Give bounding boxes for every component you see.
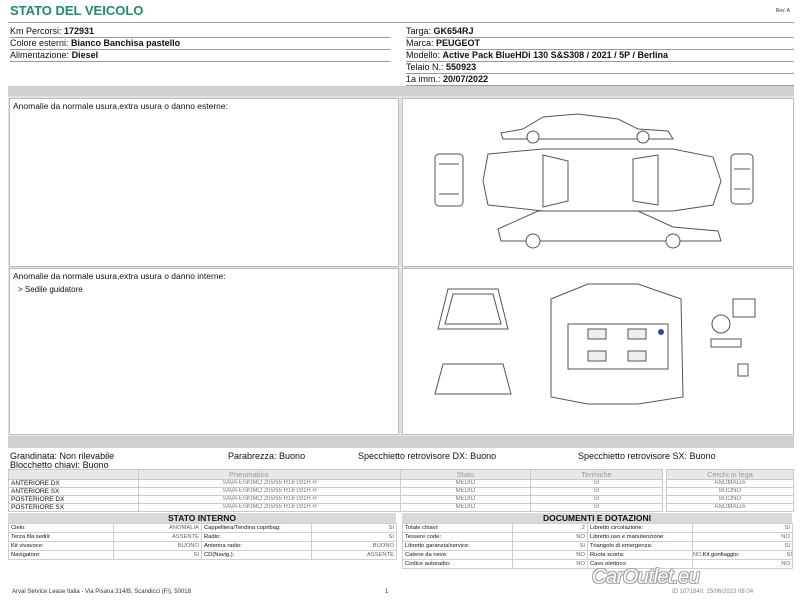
state-header: Stato xyxy=(401,470,531,480)
registration-row xyxy=(406,73,794,86)
exterior-diagram-panel xyxy=(402,98,794,267)
exterior-damage-title: Anomalie da normale usura,extra usura o danno esterne: xyxy=(13,101,228,111)
table-row: Libretto garanzia/service: SI Triangolo di emergenza: SI xyxy=(403,542,793,551)
table-row: Navigatore: SI CD(Navig.): ASSENTE xyxy=(9,551,397,560)
mirror-dx-row xyxy=(358,451,496,462)
rims-table xyxy=(666,469,794,512)
car-top-icon xyxy=(483,149,721,211)
rims-header: Cerchi in lega xyxy=(667,470,794,480)
table-row: Tessere code: NO Libretto uso e manutenzione: NO xyxy=(403,533,793,542)
cabin-floor-icon xyxy=(568,324,668,369)
plate-row xyxy=(406,26,794,37)
model-label: Modello: xyxy=(406,50,441,60)
seat-icon xyxy=(588,351,606,361)
tyres-header-row xyxy=(9,470,663,480)
rim-state: ANOMALIA xyxy=(667,504,794,512)
tyre-winter: SI xyxy=(531,480,663,488)
vehicle-info-right xyxy=(406,26,794,86)
tyre-state: MEDIO xyxy=(401,480,531,488)
car-rear-icon xyxy=(731,154,753,204)
mirror-dx-value: Buono xyxy=(470,451,497,461)
chassis-row xyxy=(406,61,794,73)
wheel-icon xyxy=(637,131,649,143)
footer-code: ID 1071840, 15/06/2023 08:04 xyxy=(672,589,754,595)
mirror-sx-label: Specchietto retrovisore SX: xyxy=(578,451,688,461)
model-row xyxy=(406,49,794,61)
interior-state-box xyxy=(8,513,396,560)
brand-row xyxy=(406,37,794,49)
tyre-model: SAVA ESKIMO 205/55 R16 091H H xyxy=(139,496,401,504)
brand-value: PEUGEOT xyxy=(436,38,481,48)
interior-state-table xyxy=(8,523,397,560)
plate-label: Targa: xyxy=(406,26,432,36)
interior-damage-item: > Sedile guidatore xyxy=(18,285,83,294)
table-row: Kit vivavoce: BUONO Antenna radio: BUONO xyxy=(9,542,397,551)
wheel-icon xyxy=(526,234,540,248)
console-icon xyxy=(733,299,755,317)
section-separator xyxy=(8,86,794,96)
table-row xyxy=(667,496,794,504)
km-label: Km Percorsi: xyxy=(10,26,62,36)
chassis-label: Telaio N.: xyxy=(406,62,444,72)
fuel-label: Alimentazione: xyxy=(10,50,70,60)
key-lock-label: Blocchetto chiavi: xyxy=(10,460,81,470)
color-label: Colore esterni: xyxy=(10,38,69,48)
mirror-dx-label: Specchietto retrovisore DX: xyxy=(358,451,468,461)
documents-table xyxy=(402,523,793,569)
fuel-value: Diesel xyxy=(71,50,99,60)
tyre-position: ANTERIORE SX xyxy=(9,488,139,496)
windshield-value: Buono xyxy=(279,451,306,461)
chassis-value: 550923 xyxy=(446,62,477,72)
seat-icon xyxy=(588,329,606,339)
divider xyxy=(8,22,794,23)
windshield-icon xyxy=(543,155,568,207)
tyre-position: ANTERIORE DX xyxy=(9,480,139,488)
tyre-model: SAVA ESKIMO 205/55 R16 091H H xyxy=(139,488,401,496)
km-value: 172931 xyxy=(64,26,95,36)
table-row xyxy=(667,480,794,488)
tyre-position: POSTERIORE SX xyxy=(9,504,139,512)
registration-value: 20/07/2022 xyxy=(443,74,489,84)
exterior-damage-panel xyxy=(9,98,399,267)
interior-damage-title: Anomalie da normale usura,extra usura o danno interne: xyxy=(13,271,226,281)
dashboard-icon xyxy=(711,339,741,347)
table-row xyxy=(9,504,663,512)
plate-value: GK654RJ xyxy=(433,26,474,36)
section-separator xyxy=(8,436,794,448)
table-row: Codice autoradio: NO Cavo elettrico: NO xyxy=(403,560,793,569)
vehicle-info-left xyxy=(10,26,390,62)
seat-icon xyxy=(628,351,646,361)
km-row xyxy=(10,26,390,37)
tyre-state: MEDIO xyxy=(401,496,531,504)
rim-state: BUONO xyxy=(667,496,794,504)
hail-label: Grandinata: xyxy=(10,451,58,461)
tyres-table xyxy=(8,469,663,512)
fuel-row xyxy=(10,49,390,62)
wheel-icon xyxy=(666,234,680,248)
interior-diagram-panel xyxy=(402,268,794,435)
interior-state-title: STATO INTERNO xyxy=(8,513,396,523)
seat-icon xyxy=(628,329,646,339)
documents-title: DOCUMENTI E DOTAZIONI xyxy=(402,513,792,523)
table-row xyxy=(9,496,663,504)
steering-wheel-icon xyxy=(712,315,730,333)
table-row: Cielo: ANOMALIA Cappelliera/Tendina copribag: SI xyxy=(9,524,397,533)
car-interior-diagram xyxy=(403,269,793,434)
revision-label: Rev. A xyxy=(775,8,790,14)
table-row: Terza fila sedili: ASSENTE Radio: SI xyxy=(9,533,397,542)
tyre-header: Pneumatico xyxy=(139,470,401,480)
model-value: Active Pack BlueHDi 130 S&S308 / 2021 / 5P / Berlina xyxy=(442,50,669,60)
damage-marker-icon xyxy=(658,329,664,335)
windshield-row xyxy=(228,451,305,462)
color-row xyxy=(10,37,390,49)
windshield-label: Parabrezza: xyxy=(228,451,277,461)
mirror-sx-value: Buono xyxy=(689,451,716,461)
tyre-winter: SI xyxy=(531,488,663,496)
key-lock-value: Buono xyxy=(82,460,109,470)
table-row: Catene da neve: NO Ruota scorta: NO Kit gonfiaggio: SI xyxy=(403,551,793,560)
rear-window-icon xyxy=(633,155,658,205)
page-number: 1 xyxy=(385,589,389,595)
table-row xyxy=(9,488,663,496)
table-row xyxy=(9,480,663,488)
tyre-state: MEDIO xyxy=(401,488,531,496)
table-row xyxy=(667,488,794,496)
documents-box xyxy=(402,513,792,569)
mirror-sx-row xyxy=(578,451,716,462)
rear-glass-icon xyxy=(435,364,511,394)
hail-value: Non rilevabile xyxy=(59,451,115,461)
winter-header: Termiche xyxy=(531,470,663,480)
color-value: Bianco Banchisa pastello xyxy=(71,38,181,48)
rim-state: ANOMALIA xyxy=(667,480,794,488)
rim-state: BUONO xyxy=(667,488,794,496)
table-row xyxy=(667,504,794,512)
page-title: STATO DEL VEICOLO xyxy=(10,3,144,18)
brand-label: Marca: xyxy=(406,38,434,48)
pedal-icon xyxy=(738,364,748,376)
tyre-winter: SI xyxy=(531,496,663,504)
tyre-winter: SI xyxy=(531,504,663,512)
car-exterior-diagram xyxy=(403,99,793,266)
footer-address: Arval Service Lease Italia - Via Pisana 314/B, Scandicci (FI), 50018 xyxy=(12,589,191,595)
watermark-logo: CarOutlet.eu xyxy=(592,566,700,588)
interior-damage-panel xyxy=(9,268,399,435)
tyre-position: POSTERIORE DX xyxy=(9,496,139,504)
tyre-model: SAVA ESKIMO 205/55 R16 091H H xyxy=(139,480,401,488)
tyre-model: SAVA ESKIMO 205/55 R16 091H H xyxy=(139,504,401,512)
registration-label: 1a imm.: xyxy=(406,74,441,84)
table-row: Totale chiavi: 2 Libretto circolazione: SI xyxy=(403,524,793,533)
tyre-state: MEDIO xyxy=(401,504,531,512)
car-front-icon xyxy=(435,154,463,206)
wheel-icon xyxy=(527,131,539,143)
